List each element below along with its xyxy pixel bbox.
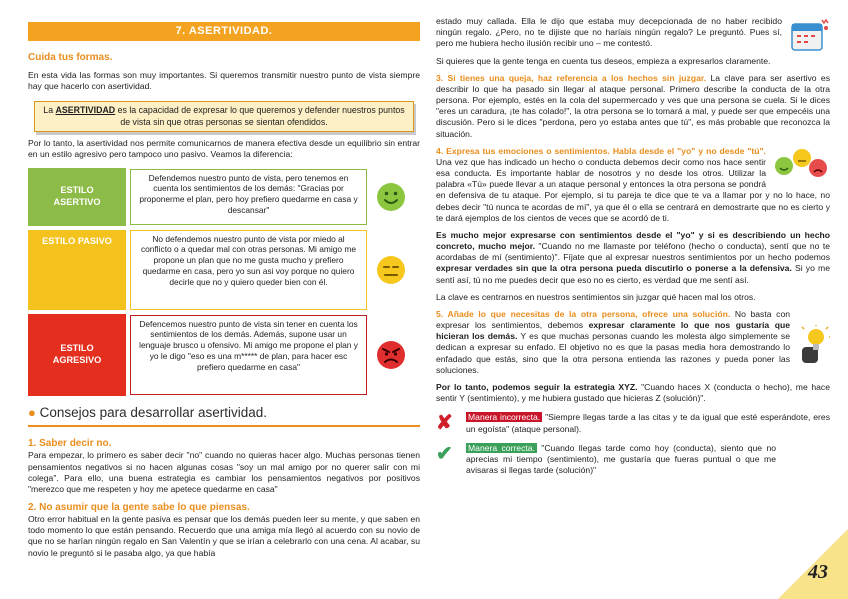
right-column bbox=[436, 0, 830, 599]
tip4-text2: "Cuando no me llamaste por teléfono (hecho o conducta), sentí que no te acordabas de mí (sentimiento)". Fíjate que al expresar nuestros sentimientos por un hecho podemos bbox=[436, 241, 830, 263]
style-desc-assertive: Defendemos nuestro punto de vista, pero tenemos en cuenta los sentimientos de los demás: "Gracias por proponerme el plan, pero hoy prefiero quedarme en casa y descansar" bbox=[130, 169, 367, 225]
style-row-assertive bbox=[28, 168, 420, 226]
style-label-line2: AGRESIVO bbox=[52, 354, 102, 365]
right-example bbox=[436, 443, 776, 477]
right-text: "Cuando llegas tarde como hoy (conducta), siento que no aprecias mi tiempo (sentimiento), me gustaría que fueras puntual o que me avisaras si llegas tarde (solución)" bbox=[466, 442, 777, 476]
page-number: 43 bbox=[808, 561, 828, 583]
style-label-assertive bbox=[28, 168, 126, 226]
wrong-label: Manera incorrecta. bbox=[468, 412, 541, 423]
style-label-line2: ASERTIVO bbox=[53, 196, 101, 207]
section2-heading: ● Consejos para desarrollar asertividad. bbox=[28, 404, 267, 420]
check-icon: ✔ bbox=[436, 442, 453, 465]
tip1-text: Para empezar, lo primero es saber decir "no" cuando no quieras hacer algo. Muchas personas tienen pensamientos negativos si no hacen algunas cosas "soy un mal amigo por no querer salir con mi colega". Para ello, una buena estrategia es cambiar los pensamientos negativos por positivos "merezco que me respeten y hoy me apetece quedarme en casa" bbox=[28, 450, 420, 494]
section1-paragraph-2: Por lo tanto, la asertividad nos permite comunicarnos de manera efectiva desde un equilibrio sin entrar en un estilo agresivo pero tampoco uno pasivo. Veamos la diferencia: bbox=[28, 138, 420, 160]
tip5-text: No basta con expresar los sentimientos, debemos bbox=[436, 308, 791, 331]
style-row-passive bbox=[28, 230, 420, 310]
tip3-text: La clave para ser asertivo es describir lo que ha pasado sin llegar al ataque personal. Primero describe la conducta de la otra persona. Por ejemplo, estés en la cola del supermercado y ves que una persona se cuela. Si le dices "eres un caradura, ¡te has colado!", la otra persona se lo tomará a mal, y puede ser que empecéis una discusión. Pero si le dices "perdona, pero yo estaba antes que tú", es más probable que reconozca la situación. bbox=[436, 72, 830, 139]
definition-term: ASERTIVIDAD bbox=[55, 105, 116, 116]
style-row-aggressive bbox=[28, 314, 420, 396]
tip2-text: Otro error habitual en la gente pasiva es pensar que los demás pueden leer su mente, y que saben en todo momento lo que están pensando. Recuerdo que una amiga mía llegó al acuerdo con su novio de que no se harían ningún regalo en San Valentín y que se irían a celebrarlo con una cena. Al acabar, su novio le preguntó si le pasaba algo, ya que había bbox=[28, 514, 420, 558]
tip4-paragraph-2 bbox=[436, 230, 830, 286]
section2-heading-text: Consejos para desarrollar asertividad. bbox=[39, 404, 267, 420]
tip4-bold: Es mucho mejor expresarse con sentimientos desde el "yo" y si es describiendo un hecho concreto, mucho mejor. bbox=[436, 229, 830, 252]
calendar-gift-icon bbox=[788, 16, 830, 54]
wish-paragraph: Si quieres que la gente tenga en cuenta tus deseos, empieza a expresarlos claramente. bbox=[436, 55, 771, 66]
tip4-bold2: expresar verdades sin que la otra persona pueda discutirlo o ponerse a la defensiva. bbox=[436, 263, 792, 274]
cross-icon: ✘ bbox=[436, 412, 453, 435]
style-desc-passive: No defendemos nuestro punto de vista por miedo al conflicto o a quedar mal con otras personas. Mi amigo me propone un plan que no me gusta mucho y prefiero quedarme en casa, pero yo sun asi voy porque no quiero decirle que no y quiero queder bien con él. bbox=[130, 230, 367, 310]
happy-face-icon bbox=[367, 182, 415, 212]
section-banner: 7. ASERTIVIDAD. bbox=[28, 22, 420, 41]
continued-block bbox=[436, 16, 830, 50]
tip4-text: Una vez que has indicado un hecho o conducta debemos decir como nos hace sentir esa conducta. Es importante hablar de nosotros y no desde los otros. Utilizar la palabra «Tú» puede llevar a un ataque personal y entonces la otra persona se pondrá en defensiva de tu ataque. Por ejemplo, si tu pareja te dice que te va a llamar por y no lo hace, no debes decir "tú nunca te acordas de mí", ya que él o ella se centrará en demostrarte que no es cierto y te dará ejemplos de los cientos de veces que se acordó de ti. bbox=[436, 156, 830, 223]
definition-text: es la capacidad de expresar lo que queremos y defender nuestros puntos de vista sin que otras personas se sientan ofendidos. bbox=[115, 105, 405, 127]
lightbulb-hand-icon bbox=[796, 325, 830, 365]
style-label-line1: ESTILO bbox=[60, 342, 94, 353]
definition-box bbox=[34, 101, 414, 132]
tip3-paragraph bbox=[436, 73, 830, 140]
angry-face-icon bbox=[367, 340, 415, 370]
tip4-text3: Si yo me sentí así, tú no me puedes decir que eso no es cierto, es verdad que me sentí así. bbox=[436, 263, 830, 285]
left-column bbox=[28, 0, 420, 599]
orange-divider bbox=[28, 425, 420, 427]
style-desc-aggressive: Defencemos nuestro punto de vista sin tener en cuenta los sentimientos de los demás. Además, supone usar un lenguaje brusco u ofensivo. Mi amigo me propone el plan y yo le digo "eso es una m***** de plan, para hacer esc prefiero quedarme en casa" bbox=[130, 315, 367, 395]
style-label-line1: ESTILO bbox=[60, 184, 94, 195]
tip5-text2: Y es que muchas personas cuando les molesta algo simplemente se dedican a expresar su enfado. El objetivo no es que la pasas media hora demostrando lo enfadado que estás, sino que la otra persona entienda las razones y pueda poner las soluciones. bbox=[436, 331, 791, 375]
strategy-paragraph bbox=[436, 382, 830, 404]
right-label: Manera correcta. bbox=[468, 442, 535, 453]
definition-pre: La bbox=[43, 105, 56, 116]
tip4-heading: 4. Expresa tus emociones o sentimientos. Habla desde el "yo" y no desde "tú". bbox=[436, 145, 766, 156]
tip5-bold: expresar claramente lo que nos gustaría que hicieran los demás. bbox=[436, 320, 790, 342]
style-label-aggressive bbox=[28, 314, 126, 396]
tip1-heading: 1. Saber decir no. bbox=[28, 438, 112, 450]
wrong-example bbox=[436, 412, 830, 434]
key-paragraph: La clave es centrarnos en nuestros sentimientos sin juzgar qué hacen mal los otros. bbox=[436, 291, 756, 302]
continued-paragraph: estado muy callada. Ella le dijo que estaba muy decepcionada de no haber recibido ningún regalo. ¿Pero, no te dijiste que no haríais ningún regalo? Le preguntó. Pues sí, pero me hubiera hecho ilusión recibir uno – me contestó. bbox=[436, 16, 782, 49]
section1-heading: Cuida tus formas. bbox=[28, 52, 113, 63]
strategy-text: "Cuando haces X (conducta o hecho), me hace sentir Y (sentimiento), y me hubiera gustado que hicieras Z (solución)". bbox=[436, 381, 830, 404]
tip4-block bbox=[436, 146, 830, 224]
style-label-passive bbox=[28, 230, 126, 310]
style-label-line1: ESTILO PASIVO bbox=[42, 235, 112, 246]
styles-table bbox=[28, 168, 420, 396]
neutral-face-icon bbox=[367, 255, 415, 285]
wrong-text: "Siempre llegas tarde a las citas y te da igual que esté esperándote, eres un egoísta" (ataque personal). bbox=[466, 412, 830, 434]
tip3-heading: 3. Si tienes una queja, haz referencia a los hechos sin juzgar. bbox=[436, 72, 707, 83]
tip5-heading: 5. Añade lo que necesitas de la otra persona, ofrece una solución. bbox=[436, 308, 731, 319]
tip2-heading: 2. No asumir que la gente sabe lo que piensas. bbox=[28, 502, 250, 514]
emotion-faces-icon bbox=[772, 146, 830, 184]
tip5-block bbox=[436, 309, 830, 376]
strategy-bold: Por lo tanto, podemos seguir la estrategia XYZ. bbox=[436, 381, 638, 392]
section1-paragraph-1: En esta vida las formas son muy importantes. Si queremos transmitir nuestro punto de vista siempre hay que hacerlo con asertividad. bbox=[28, 70, 420, 92]
